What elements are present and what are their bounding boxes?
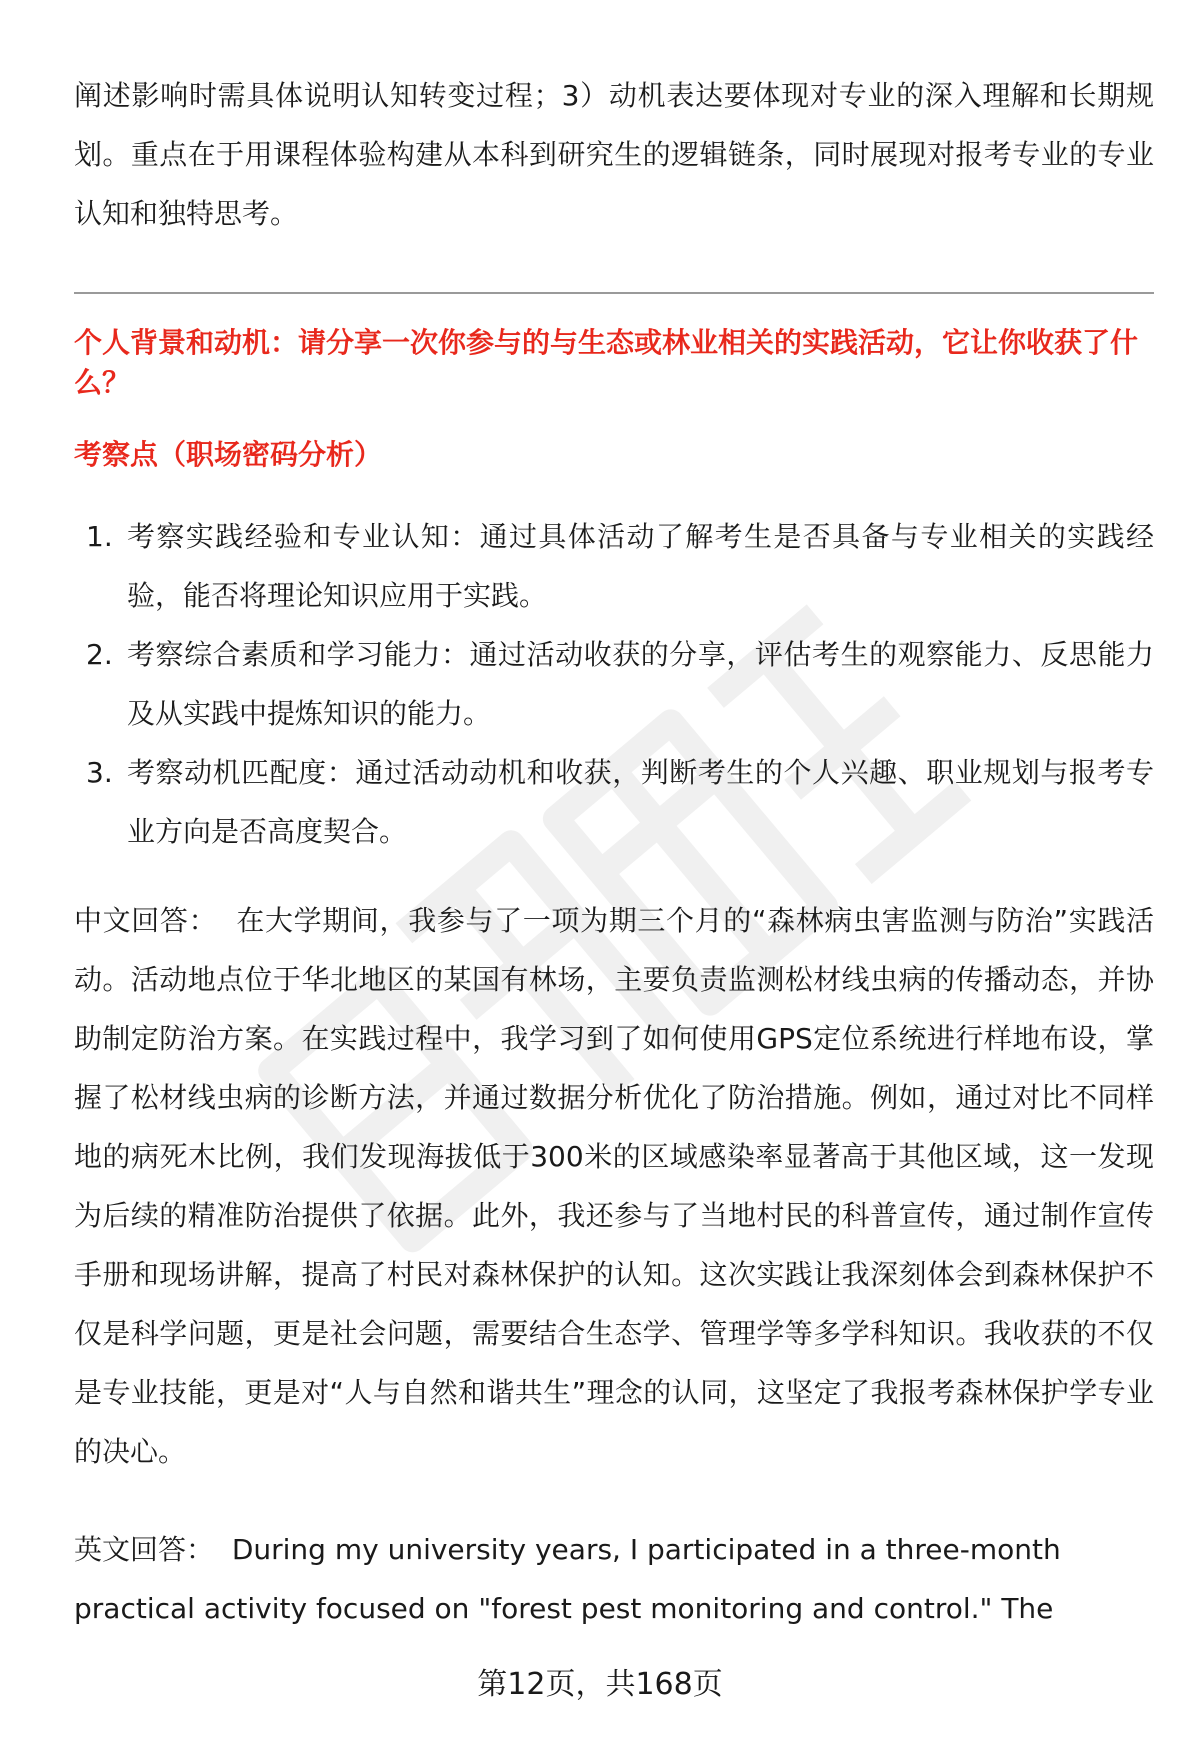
list-item-text: 考察综合素质和学习能力：通过活动收获的分享，评估考生的观察能力、反思能力及从实践中提炼知识的能力。 xyxy=(127,638,1154,730)
chinese-answer-paragraph xyxy=(74,891,1154,1481)
intro-paragraph: 阐述影响时需具体说明认知转变过程；3）动机表达要体现对专业的深入理解和长期规划。重点在于用课程体验构建从本科到研究生的逻辑链条，同时展现对报考专业的专业认知和独特思考。 xyxy=(74,79,1154,230)
chinese-answer-label: 中文回答： xyxy=(74,904,218,937)
english-answer-paragraph xyxy=(74,1520,1084,1638)
list-item-number: 2. xyxy=(86,638,113,671)
page-number-footer: 第12页，共168页 xyxy=(477,1667,723,1702)
list-item xyxy=(74,743,1154,861)
section-divider xyxy=(74,292,1154,294)
list-item xyxy=(74,625,1154,743)
list-item-text: 考察实践经验和专业认知：通过具体活动了解考生是否具备与专业相关的实践经验，能否将理论知识应用于实践。 xyxy=(127,520,1154,612)
english-answer-text: During my university years, I participated in a three-month practical activity focused on "forest pest monitoring and control." The xyxy=(74,1533,1061,1625)
list-item-number: 3. xyxy=(86,756,113,789)
list-item-text: 考察动机匹配度：通过活动动机和收获，判断考生的个人兴趣、职业规划与报考专业方向是否高度契合。 xyxy=(127,756,1154,848)
english-answer-label: 英文回答： xyxy=(74,1533,215,1566)
question-heading: 个人背景和动机：请分享一次你参与的与生态或林业相关的实践活动，它让你收获了什么？ xyxy=(74,326,1139,399)
assessment-points-list xyxy=(74,507,1154,861)
assessment-points-heading: 考察点（职场密码分析） xyxy=(74,438,383,471)
list-item xyxy=(74,507,1154,625)
list-item-number: 1. xyxy=(86,520,113,553)
chinese-answer-text: 在大学期间，我参与了一项为期三个月的“森林病虫害监测与防治”实践活动。活动地点位于华北地区的某国有林场，主要负责监测松材线虫病的传播动态，并协助制定防治方案。在实践过程中，我学习到了如何使用GPS定位系统进行样地布设，掌握了松材线虫病的诊断方法，并通过数据分析优化了防治措施。例如，通过对比不同样地的病死木比例，我们发现海拔低于300米的区域感染率显著高于其他区域，这一发现为后续的精准防治提供了依据。此外，我还参与了当地村民的科普宣传，通过制作宣传手册和现场讲解，提高了村民对森林保护的认知。这次实践让我深刻体会到森林保护不仅是科学问题，更是社会问题，需要结合生态学、管理学等多学科知识。我收获的不仅是专业技能，更是对“人与自然和谐共生”理念的认同，这坚定了我报考森林保护学专业的决心。 xyxy=(74,904,1154,1468)
